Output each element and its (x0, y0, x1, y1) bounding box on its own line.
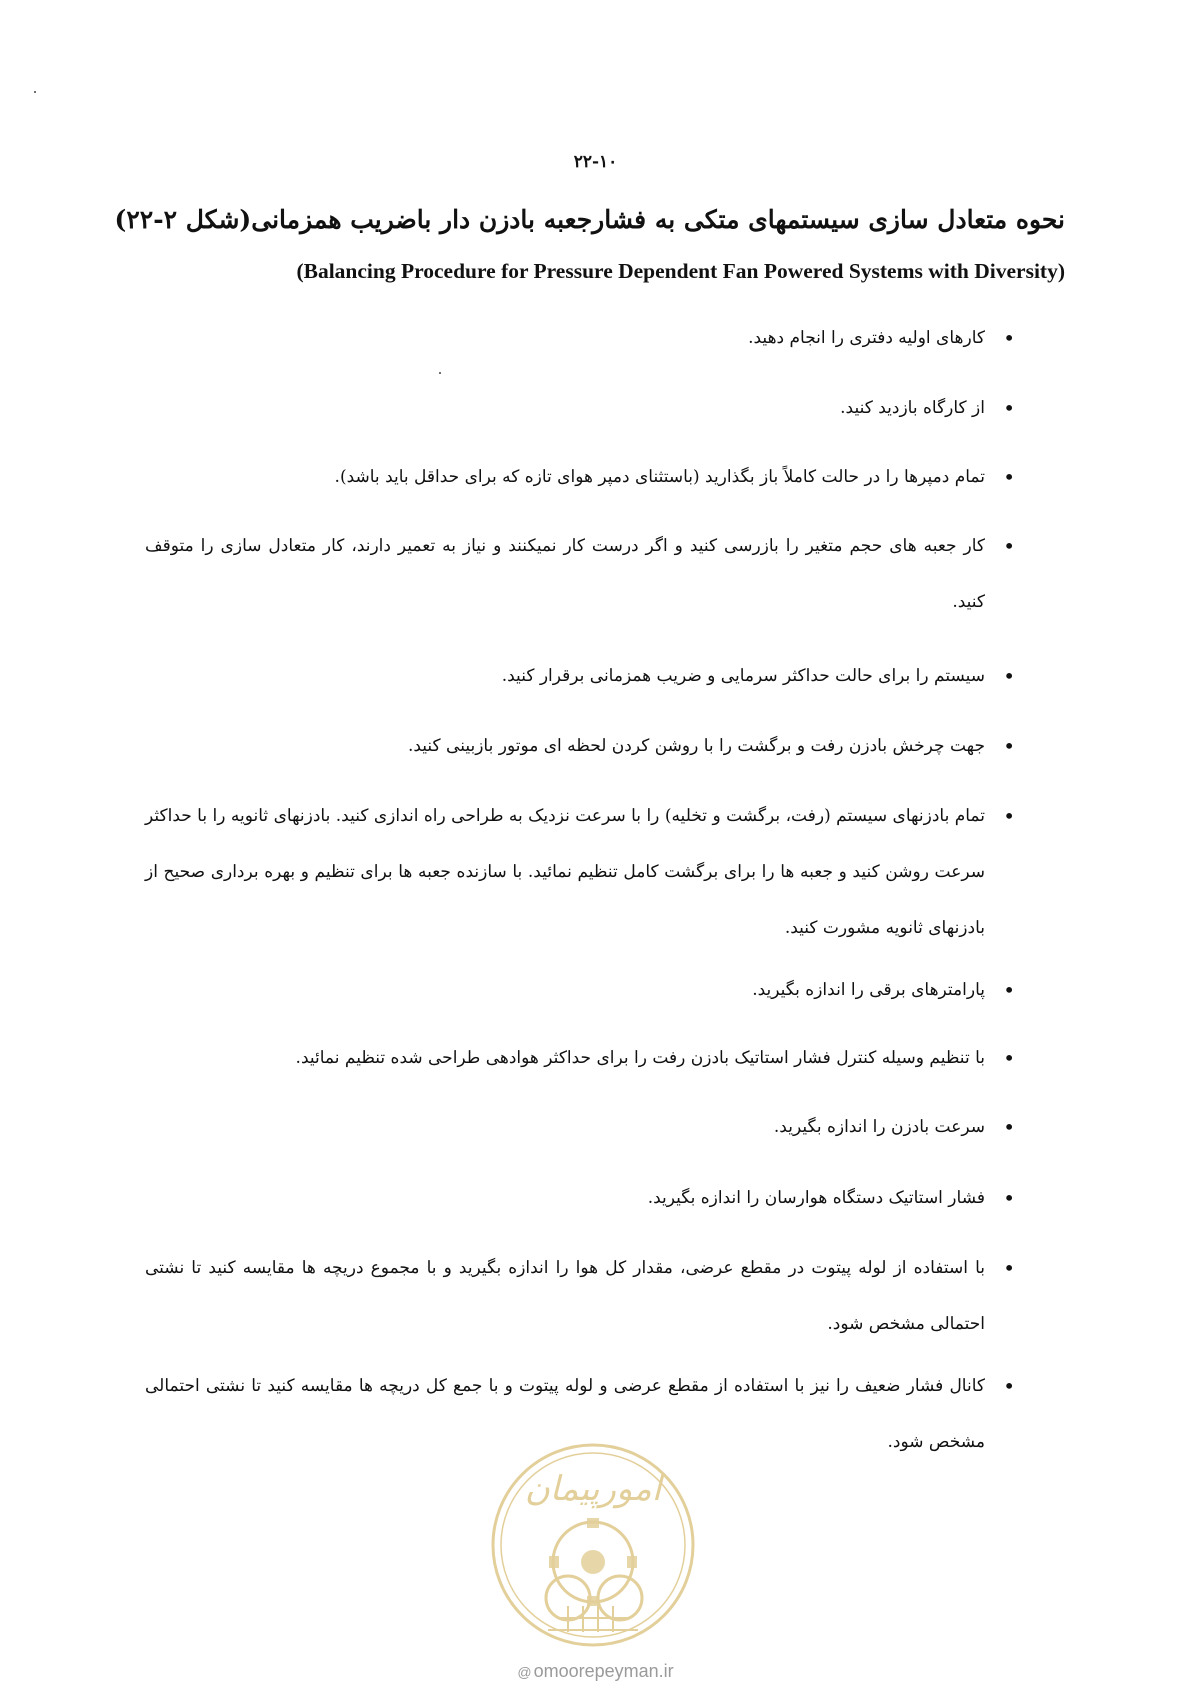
list-item (145, 648, 1015, 704)
list-item-text: پارامترهای برقی را اندازه بگیرید. (752, 980, 985, 1000)
list-item-text: کانال فشار ضعیف را نیز با استفاده از مقطع عرضی و لوله پیتوت و با جمع کل دریچه ها مقایسه کنید تا نشتی احتمالی مشخص شود. (145, 1376, 985, 1452)
stamp-text: امورپیمان (524, 1469, 662, 1509)
list-item (145, 449, 1015, 505)
list-item-text: کارهای اولیه دفتری را انجام دهید. (748, 328, 985, 348)
at-icon: @ (517, 1664, 532, 1680)
list-item-text: کار جعبه های حجم متغیر را بازرسی کنید و اگر درست کار نمیکنند و نیاز به تعمیر دارند، کار متعادل سازی را متوقف کنید. (145, 536, 985, 612)
list-item-text: سیستم را برای حالت حداکثر سرمایی و ضریب همزمانی برقرار کنید. (501, 666, 985, 686)
bullet: • (1003, 1046, 1015, 1070)
bullet: • (1003, 978, 1015, 1002)
bullet: • (1003, 1186, 1015, 1210)
list-item (145, 380, 1015, 436)
bullet: • (1003, 734, 1015, 758)
site-watermark (0, 1661, 1191, 1682)
bullet: • (1003, 664, 1015, 688)
scan-speck (34, 91, 36, 93)
list-item (145, 1099, 1015, 1155)
list-item-text: با استفاده از لوله پیتوت در مقطع عرضی، مقدار کل هوا را اندازه بگیرید و با مجموع دریچه ها مقایسه کنید تا نشتی احتمالی مشخص شود. (145, 1258, 985, 1334)
page-title-english: (Balancing Procedure for Pressure Dependent Fan Powered Systems with Diversity) (296, 259, 1065, 283)
list-item-text: سرعت بادزن را اندازه بگیرید. (773, 1117, 985, 1137)
bullet: • (1003, 465, 1015, 489)
list-item (145, 1240, 1015, 1352)
list-item (145, 1170, 1015, 1226)
list-item-text: از کارگاه بازدید کنید. (840, 398, 985, 418)
scan-speck (439, 372, 441, 374)
list-item-text: با تنظیم وسیله کنترل فشار استاتیک بادزن رفت را برای حداکثر هوادهی طراحی شده تنظیم نمائید. (295, 1048, 985, 1068)
bullet: • (1003, 1374, 1015, 1398)
watermark-text: omoorepeyman.ir (533, 1661, 674, 1681)
bullet: • (1003, 534, 1015, 558)
bullet: • (1003, 804, 1015, 828)
list-item (145, 962, 1015, 1018)
list-item (145, 788, 1015, 956)
page-number: ۲۲-۱۰ (573, 152, 618, 172)
bullet: • (1003, 1115, 1015, 1139)
bullet: • (1003, 396, 1015, 420)
list-item-text: جهت چرخش بادزن رفت و برگشت را با روشن کردن لحظه ای موتور بازبینی کنید. (407, 736, 985, 756)
list-item (145, 1030, 1015, 1086)
list-item (145, 310, 1015, 366)
bullet: • (1003, 326, 1015, 350)
list-item-text: تمام بادزنهای سیستم (رفت، برگشت و تخلیه) را با سرعت نزدیک به طراحی راه اندازی کنید. بادزنهای ثانویه را با حداکثر سرعت روشن کنید و جعبه ها را برای برگشت کامل تنظیم نمائید. با سازنده جعبه ها برای تنظیم و بهره برداری صحیح از بادزنهای ثانویه مشورت کنید. (145, 806, 985, 938)
list-item (145, 518, 1015, 630)
list-item-text: فشار استاتیک دستگاه هوارسان را اندازه بگیرید. (647, 1188, 985, 1208)
page-title-persian: نحوه متعادل سازی سیستمهای متکی به فشارجعبه بادزن دار باضریب همزمانی(شکل ۲-۲۲) (114, 205, 1065, 234)
list-item-text: تمام دمپرها را در حالت کاملاً باز بگذارید (باستثنای دمپر هوای تازه که برای حداقل باید باشد). (334, 467, 985, 487)
list-item (145, 718, 1015, 774)
stamp-logo (488, 1440, 698, 1650)
bullet: • (1003, 1256, 1015, 1280)
